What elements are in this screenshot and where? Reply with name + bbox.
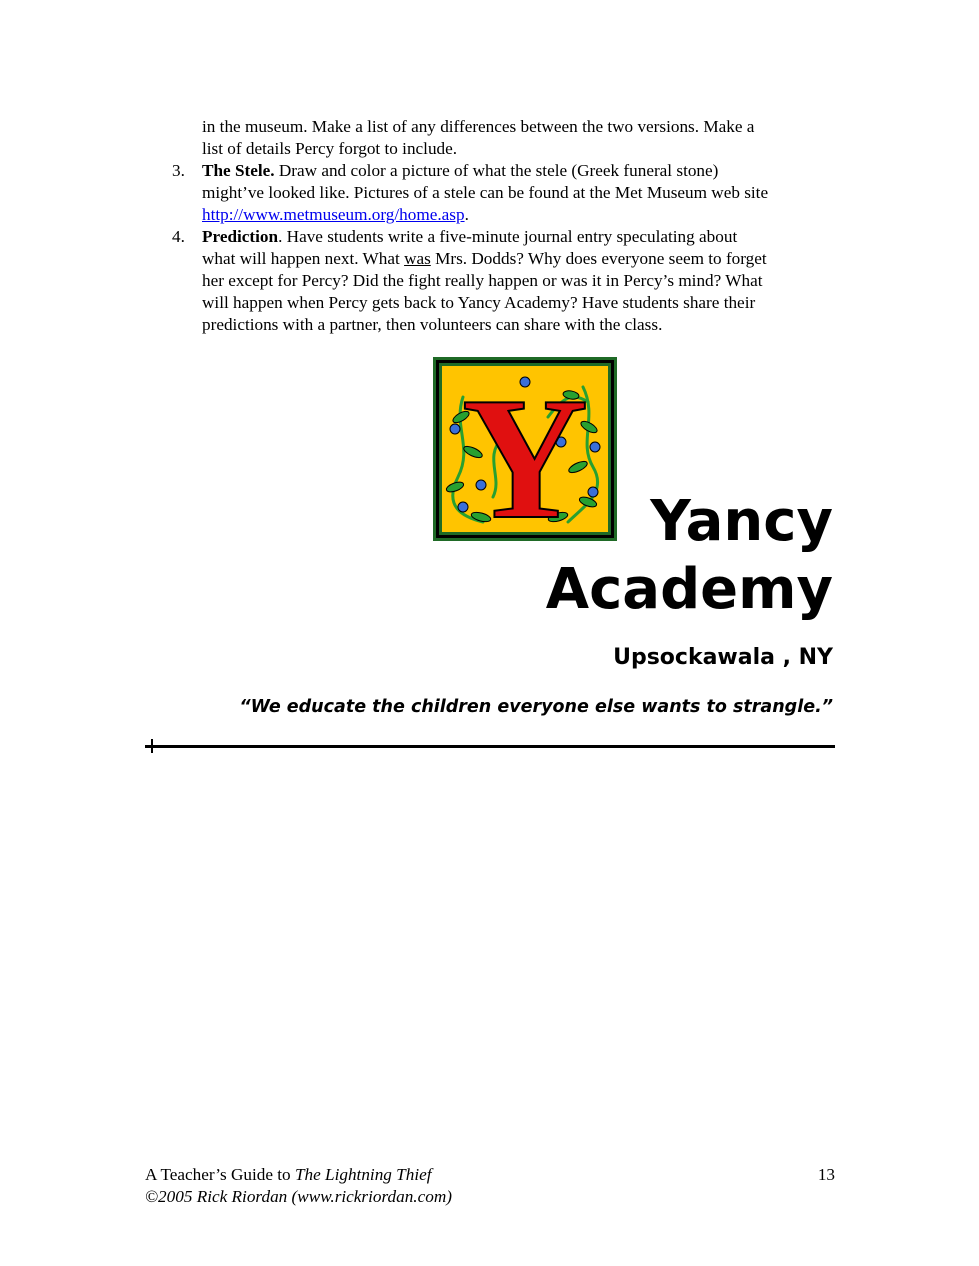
list-item-text: .: [464, 205, 469, 224]
footer-guide-prefix: A Teacher’s Guide to: [145, 1165, 295, 1184]
school-name-line1: Yancy: [650, 489, 833, 554]
list-intro-line: list of details Percy forgot to include.: [202, 139, 458, 158]
list-item-stele: [145, 160, 835, 226]
list-item-title: Prediction: [202, 227, 279, 246]
list-item-text: predictions with a partner, then volunteers can share with the class.: [202, 315, 663, 334]
page-number: 13: [817, 1165, 835, 1184]
school-location: Upsockawala , NY: [613, 645, 833, 670]
svg-text:Y: Y: [461, 361, 589, 541]
list-item-text: Draw and color a picture of what the stele (Greek funeral stone): [274, 161, 719, 180]
footer-copyright: ©2005 Rick Riordan (www.rickriordan.com): [145, 1187, 452, 1206]
horizontal-divider: [145, 745, 835, 748]
footer-book-title: The Lightning Thief: [294, 1165, 432, 1184]
list-number: 4.: [172, 227, 185, 246]
school-motto: “We educate the children everyone else wants to strangle.”: [239, 697, 833, 717]
list-item-text: what will happen next. What: [202, 249, 405, 268]
underlined-word: was: [404, 249, 431, 268]
school-name-line2: Academy: [545, 557, 833, 622]
list-item-text: will happen when Percy gets back to Yancy Academy? Have students share their: [202, 293, 756, 312]
met-museum-link[interactable]: http://www.metmuseum.org/home.asp: [202, 205, 465, 224]
list-item-title: The Stele.: [202, 161, 275, 180]
list-item-text: . Have students write a five-minute journal entry speculating about: [278, 227, 738, 246]
divider-tick-mark: [151, 739, 153, 753]
list-intro-line: in the museum. Make a list of any differences between the two versions. Make a: [202, 117, 755, 136]
list-number: 3.: [172, 161, 185, 180]
illuminated-letter-y-logo: [433, 357, 617, 541]
page-footer: [145, 1164, 835, 1208]
list-item-text: her except for Percy? Did the fight really happen or was it in Percy’s mind? What: [202, 271, 763, 290]
lesson-activity-list: [145, 116, 835, 336]
list-item-text: Mrs. Dodds? Why does everyone seem to forget: [430, 249, 767, 268]
list-item-text: might’ve looked like. Pictures of a stele can be found at the Met Museum web site: [202, 183, 769, 202]
list-item-prediction: [145, 226, 835, 336]
